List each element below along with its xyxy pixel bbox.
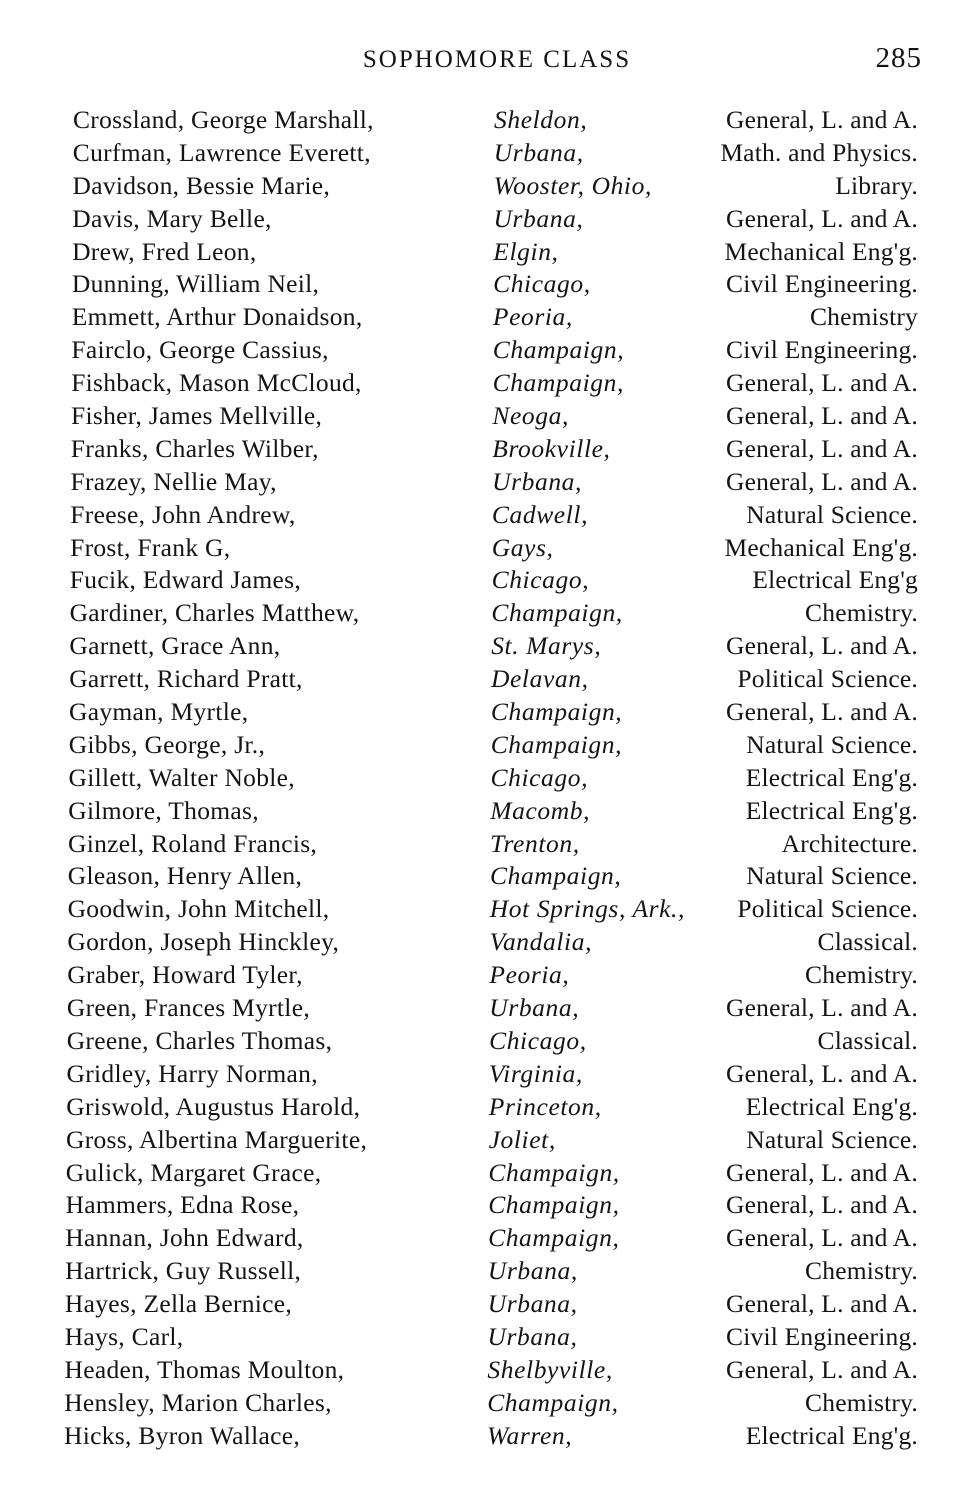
student-row [0,268,974,301]
student-name: Hartrick, Guy Russell, [65,1256,302,1286]
student-name: Curfman, Lawrence Everett, [72,137,371,167]
student-course: Electrical Eng'g. [745,1420,918,1450]
student-course: General, L. and A. [726,203,918,233]
student-name: Garrett, Richard Pratt, [69,664,303,694]
student-row [0,1091,974,1124]
student-name: Graber, Howard Tyler, [67,960,303,990]
student-hometown: Urbana, [487,1321,578,1351]
student-name: Frost, Frank G, [70,532,231,562]
student-row [0,1189,974,1222]
student-course: Chemistry. [805,1387,918,1417]
student-course: Chemistry [809,302,918,332]
student-name: Fishback, Mason McCloud, [71,368,362,398]
student-row [0,203,974,236]
student-course: Mechanical Eng'g. [724,236,918,266]
student-name: Emmett, Arthur Donaidson, [71,302,363,332]
student-row [0,959,974,992]
student-name: Gardiner, Charles Matthew, [69,598,360,628]
student-name: Hayes, Zella Bernice, [64,1289,293,1319]
student-name: Fairclo, George Cassius, [71,335,329,365]
student-hometown: Macomb, [490,795,591,825]
student-name: Gridley, Harry Norman, [66,1058,318,1088]
student-name: Crossland, George Marshall, [73,105,374,134]
student-course: General, L. and A. [726,401,918,431]
student-row [0,893,974,926]
student-course: Civil Engineering. [726,269,918,299]
student-course: Political Science. [737,894,918,924]
student-hometown: Urbana, [489,993,580,1023]
student-course: General, L. and A. [726,1223,918,1253]
student-row [0,236,974,269]
student-name: Franks, Charles Wilber, [70,433,319,463]
student-row [0,433,974,466]
student-hometown: Virginia, [488,1058,583,1088]
student-row [0,926,974,959]
student-row [0,334,974,367]
student-hometown: Champaign, [487,1387,619,1417]
student-row [0,1288,974,1321]
student-course: Architecture. [781,828,918,858]
student-course: Electrical Eng'g. [745,762,918,792]
student-course: Electrical Eng'g. [745,795,918,825]
student-hometown: Champaign, [488,1223,620,1253]
student-course: General, L. and A. [726,466,918,496]
student-row [0,1387,974,1420]
page-number: 285 [875,42,922,74]
student-hometown: Urbana, [487,1256,578,1286]
student-row [0,1321,974,1354]
student-course: General, L. and A. [726,1354,918,1384]
student-name: Hannan, John Edward, [65,1223,304,1253]
student-hometown: Warren, [487,1420,573,1450]
student-course: General, L. and A. [726,1058,918,1088]
student-hometown: Chicago, [491,565,590,595]
student-row [0,1124,974,1157]
student-row [0,1222,974,1255]
student-row [0,1255,974,1288]
student-course: General, L. and A. [726,697,918,727]
student-course: Classical. [817,927,918,957]
student-hometown: Neoga, [492,401,569,431]
student-name: Gleason, Henry Allen, [67,861,303,891]
student-hometown: Urbana, [487,1289,578,1319]
student-name: Hays, Carl, [64,1321,184,1351]
student-hometown: Champaign, [492,368,624,398]
student-hometown: Urbana, [492,466,583,496]
student-row [0,499,974,532]
student-hometown: Brookville, [492,433,611,463]
student-hometown: Delavan, [491,664,589,694]
student-course: Chemistry. [805,960,918,990]
student-name: Hensley, Marion Charles, [64,1387,332,1417]
student-course: Civil Engineering. [726,1321,918,1351]
student-course: Chemistry. [805,598,918,628]
student-name: Davis, Mary Belle, [72,203,272,233]
student-course: Political Science. [737,664,918,694]
student-name: Headen, Thomas Moulton, [64,1354,345,1384]
student-hometown: Joliet, [488,1124,556,1154]
student-course: General, L. and A. [726,1190,918,1220]
student-course: Natural Science. [746,729,918,759]
student-hometown: Trenton, [490,828,580,858]
student-hometown: Urbana, [493,203,584,233]
student-hometown: Gays, [491,532,554,562]
student-course: Electrical Eng'g [752,565,918,595]
student-row [0,860,974,893]
student-course: Civil Engineering. [726,335,918,365]
student-hometown: Champaign, [490,729,623,759]
student-row [0,532,974,565]
student-course: General, L. and A. [726,368,918,398]
student-name: Gulick, Margaret Grace, [65,1157,322,1187]
page-header [0,42,974,82]
student-row [0,762,974,795]
student-name: Griswold, Augustus Harold, [66,1091,361,1121]
student-name: Gross, Albertina Marguerite, [66,1124,368,1154]
student-hometown: Sheldon, [494,105,588,134]
student-row [0,597,974,630]
student-roster [0,104,974,1453]
student-name: Green, Frances Myrtle, [66,993,310,1023]
student-row [0,795,974,828]
student-hometown: Wooster, Ohio, [493,170,652,200]
student-name: Dunning, William Neil, [71,269,320,299]
page-title: SOPHOMORE CLASS [362,46,632,73]
student-row [0,1354,974,1387]
student-course: General, L. and A. [726,1157,918,1187]
student-hometown: Champaign, [492,335,625,365]
student-hometown: Chicago, [490,762,589,792]
student-hometown: Urbana, [493,137,584,167]
student-course: General, L. and A. [726,1289,918,1319]
student-hometown: Champaign, [488,1190,620,1220]
student-name: Fisher, James Mellville, [71,401,323,431]
student-course: Mechanical Eng'g. [724,532,918,562]
student-hometown: St. Marys, [491,631,602,661]
student-row [0,828,974,861]
student-course: Math. and Physics. [720,137,918,167]
student-name: Gordon, Joseph Hinckley, [67,927,340,957]
student-name: Gibbs, George, Jr., [68,729,266,759]
student-name: Fucik, Edward James, [69,565,302,595]
student-hometown: Champaign, [488,1157,620,1187]
student-hometown: Princeton, [488,1091,602,1121]
student-name: Freese, John Andrew, [70,499,296,529]
student-course: Electrical Eng'g. [745,1091,918,1121]
student-hometown: Elgin, [493,236,559,266]
student-hometown: Shelbyville, [487,1354,613,1384]
student-name: Goodwin, John Mitchell, [67,894,330,924]
student-name: Hicks, Byron Wallace, [64,1420,301,1450]
student-course: Chemistry. [805,1256,918,1286]
student-name: Gillett, Walter Noble, [68,762,295,792]
student-row [0,564,974,597]
student-course: Library. [835,170,918,200]
student-row [0,1420,974,1453]
student-course: General, L. and A. [726,433,918,463]
student-name: Drew, Fred Leon, [72,236,257,266]
student-name: Greene, Charles Thomas, [66,1025,333,1055]
student-name: Gilmore, Thomas, [68,795,259,825]
student-name: Davidson, Bessie Marie, [72,170,331,200]
student-course: General, L. and A. [726,105,918,134]
student-row [0,729,974,762]
student-row [0,696,974,729]
student-course: Natural Science. [746,861,918,891]
student-name: Garnett, Grace Ann, [69,631,281,661]
student-row [0,367,974,400]
student-course: General, L. and A. [726,993,918,1023]
student-row [0,992,974,1025]
student-hometown: Champaign, [491,598,623,628]
student-row [0,301,974,334]
student-hometown: Champaign, [490,861,622,891]
student-row [0,466,974,499]
student-course: Classical. [817,1025,918,1055]
student-row [0,137,974,170]
student-row [0,104,974,137]
student-hometown: Chicago, [493,269,591,299]
student-hometown: Hot Springs, Ark., [489,894,686,924]
student-row [0,630,974,663]
student-hometown: Peoria, [489,960,570,990]
student-name: Frazey, Nellie May, [70,466,277,496]
student-row [0,170,974,203]
student-hometown: Peoria, [492,302,573,332]
student-course: Natural Science. [746,1124,918,1154]
student-row [0,400,974,433]
student-name: Gayman, Myrtle, [69,697,249,727]
student-hometown: Chicago, [489,1025,587,1055]
student-row [0,1058,974,1091]
student-course: Natural Science. [746,499,918,529]
student-hometown: Champaign, [490,697,623,727]
student-name: Hammers, Edna Rose, [65,1190,300,1220]
student-name: Ginzel, Roland Francis, [68,828,318,858]
student-hometown: Cadwell, [491,499,589,529]
student-hometown: Vandalia, [489,927,593,957]
student-row [0,1157,974,1190]
student-row [0,663,974,696]
student-row [0,1025,974,1058]
student-course: General, L. and A. [726,631,918,661]
